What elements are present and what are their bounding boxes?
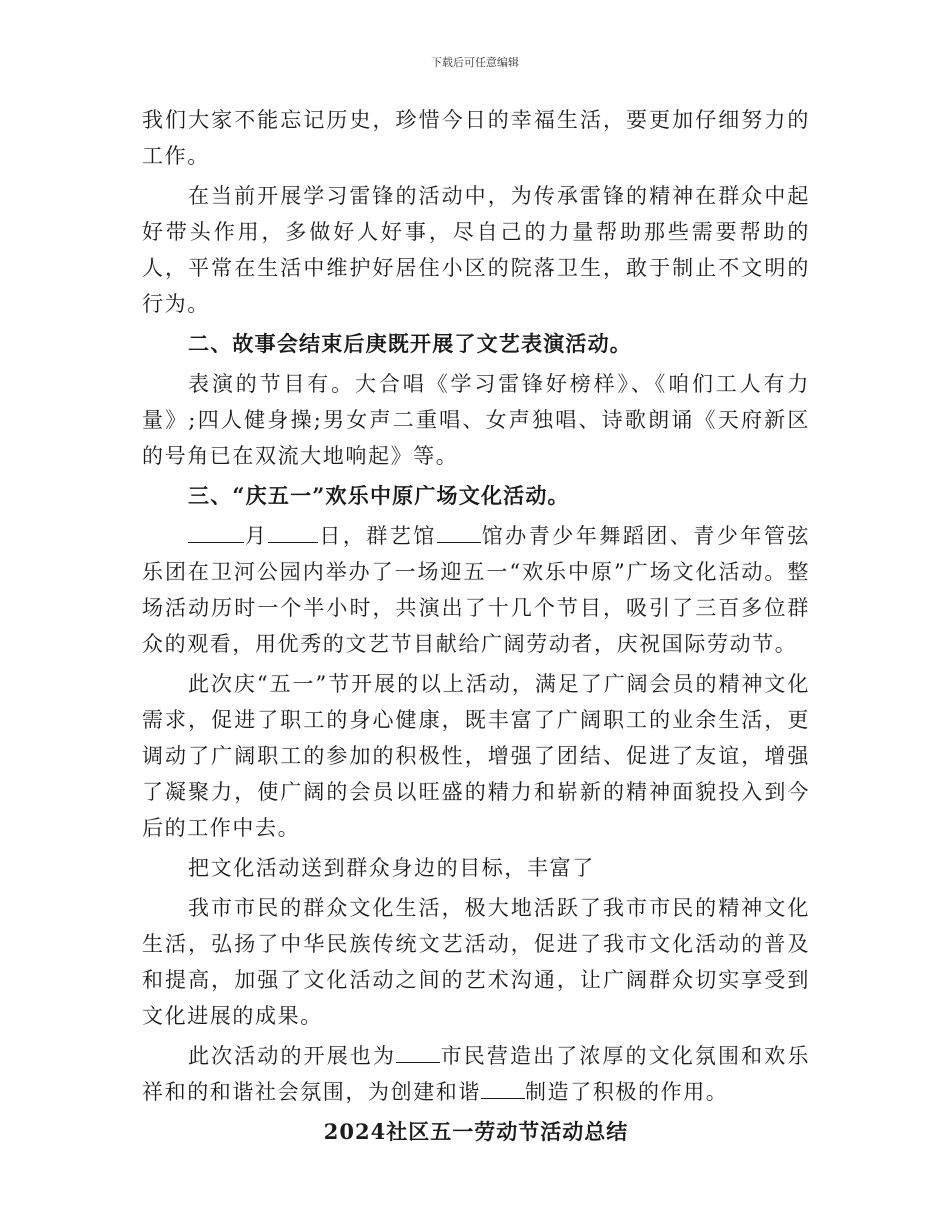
page-header: 下载后可任意编辑 — [431, 56, 519, 69]
paragraph-with-blanks: 此次活动的开展也为 市民营造出了浓厚的文化氛围和欢乐祥和的和谐社会氛围，为创建和谐 制造了积极的作用。 — [142, 1044, 810, 1104]
paragraph: 在当前开展学习雷锋的活动中，为传承雷锋的精神在群众中起好带头作用，多做好人好事，尽自己的力量帮助那些需要帮助的人，平常在生活中维护好居住小区的院落卫生，敢于制止不文明的行为。 — [142, 184, 810, 316]
fill-in-blank — [188, 522, 244, 543]
paragraph: 我们大家不能忘记历史，珍惜今日的幸福生活，要更加仔细努力的工作。 — [142, 108, 810, 168]
fill-in-blank — [481, 1078, 525, 1099]
document-title: 2024社区五一劳动节活动总结 — [323, 1119, 629, 1144]
paragraph-with-blanks: 月 日，群艺馆 馆办青少年舞蹈团、青少年管弦乐团在卫河公园内举办了一场迎五一“欢乐中原”广场文化活动。整场活动历时一个半小时，共演出了十几个节目，吸引了三百多位群众的观看，用优秀的文艺节目献给广阔劳动者，庆祝国际劳动节。 — [142, 524, 810, 656]
fill-in-blank — [396, 1042, 440, 1063]
fill-in-blank — [437, 522, 481, 543]
fill-in-blank — [268, 522, 318, 543]
paragraph: 此次庆“五一”节开展的以上活动，满足了广阔会员的精神文化需求，促进了职工的身心健康，既丰富了广阔职工的业余生活，更调动了广阔职工的参加的积极性，增强了团结、促进了友谊，增强了凝聚力，使广阔的会员以旺盛的精力和崭新的精神面貌投入到今后的工作中去。 — [142, 672, 810, 840]
paragraph: 表演的节目有。大合唱《学习雷锋好榜样》、《咱们工人有力量》;四人健身操;男女声二重唱、女声独唱、诗歌朗诵《天府新区的号角已在双流大地响起》等。 — [142, 372, 810, 468]
paragraph: 我市市民的群众文化生活，极大地活跃了我市市民的精神文化生活，弘扬了中华民族传统文艺活动，促进了我市文化活动的普及和提高，加强了文化活动之间的艺术沟通，让广阔群众切实享受到文化进展的成果。 — [142, 896, 810, 1028]
paragraph: 把文化活动送到群众身边的目标，丰富了 — [188, 856, 595, 880]
document-body — [142, 102, 810, 1150]
section-heading: 三、“庆五一”欢乐中原广场文化活动。 — [188, 483, 570, 508]
section-heading: 二、故事会结束后庚既开展了文艺表演活动。 — [188, 331, 632, 356]
